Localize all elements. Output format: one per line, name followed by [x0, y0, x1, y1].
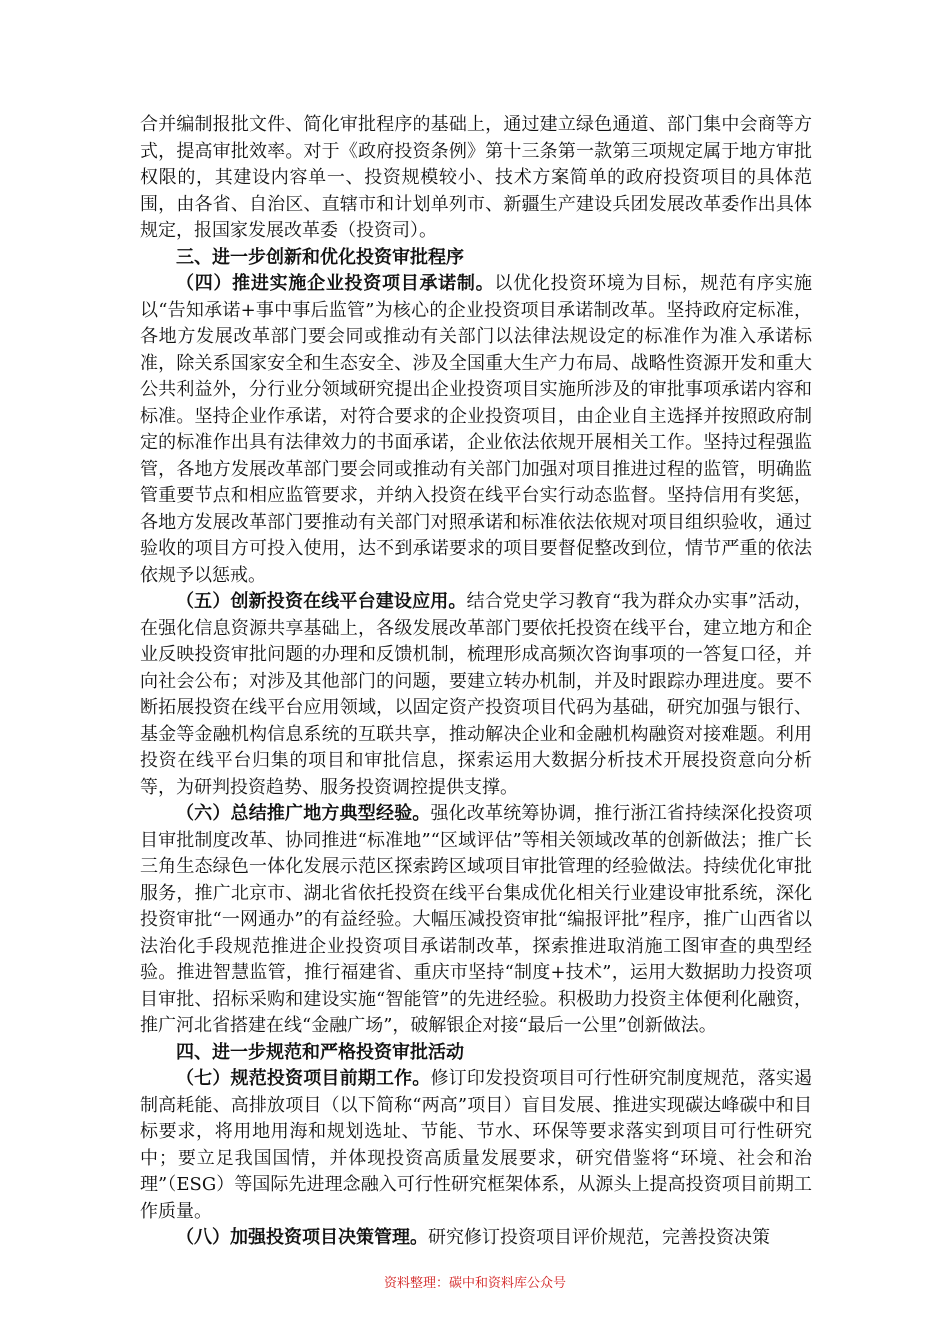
- item-4-body: 以优化投资环境为目标，规范有序实施以“告知承诺+事中事后监管”为核心的企业投资项目承诺制改革。坚持政府定标准，各地方发展改革部门要会同或推动有关部门以法律法规设定的标准作为准入承诺标准，除关系国家安全和生态安全、涉及全国重大生产力布局、战略性资源开发和重大公共利益外，分行业分领域研究提出企业投资项目实施所涉及的审批事项承诺内容和标准。坚持企业作承诺，对符合要求的企业投资项目，由企业自主选择并按照政府制定的标准作出具有法律效力的书面承诺，企业依法依规开展相关工作。坚持过程强监管，各地方发展改革部门要会同或推动有关部门加强对项目推进过程的监管，明确监管重要节点和相应监管要求，并纳入投资在线平台实行动态监督。坚持信用有奖惩，各地方发展改革部门要推动有关部门对照承诺和标准依法依规对项目组织验收，通过验收的项目方可投入使用，达不到承诺要求的项目要督促整改到位，情节严重的依法依规予以惩戒。: [140, 273, 813, 586]
- item-7-body: 修订印发投资项目可行性研究制度规范，落实遏制高耗能、高排放项目（以下简称“两高”项目）盲目发展、推进实现碳达峰碳中和目标要求，将用地用海和规划选址、节能、节水、环保等要求落实到项目可行性研究中；要立足我国国情，并体现投资高质量发展要求，研究借鉴将“环境、社会和治理”（ESG）等国际先进理念融入可行性研究框架体系，从源头上提高投资项目前期工作质量。: [140, 1068, 813, 1222]
- section-heading-3: 三、进一步创新和优化投资审批程序: [176, 246, 464, 268]
- document-body: [140, 112, 812, 1252]
- paragraph-item-6: [140, 801, 812, 1040]
- footer-source-note: 资料整理：碳中和资料库公众号: [383, 1276, 566, 1291]
- paragraph-item-4: [140, 271, 812, 589]
- item-6-lead: （六）总结推广地方典型经验。: [176, 803, 431, 824]
- paragraph-item-8: [140, 1225, 812, 1252]
- paragraph-item-7: [140, 1066, 812, 1225]
- item-8-lead: （八）加强投资项目决策管理。: [176, 1227, 428, 1248]
- item-7-lead: （七）规范投资项目前期工作。: [176, 1068, 431, 1089]
- item-5-lead: （五）创新投资在线平台建设应用。: [176, 591, 467, 612]
- section-heading-4: 四、进一步规范和严格投资审批活动: [176, 1041, 464, 1063]
- item-8-body: 研究修订投资项目评价规范，完善投资决策: [428, 1227, 770, 1248]
- paragraph-intro: 合并编制报批文件、简化审批程序的基础上，通过建立绿色通道、部门集中会商等方式，提高审批效率。对于《政府投资条例》第十三条第一款第三项规定属于地方审批权限的，其建设内容单一、投资规模较小、技术方案简单的政府投资项目的具体范围，由各省、自治区、直辖市和计划单列市、新疆生产建设兵团发展改革委作出具体规定，报国家发展改革委（投资司）。: [140, 114, 812, 241]
- item-5-body: 结合党史学习教育“我为群众办实事”活动，在强化信息资源共享基础上，各级发展改革部门要依托投资在线平台，建立地方和企业反映投资审批问题的办理和反馈机制，梳理形成高频次咨询事项的一答复口径，并向社会公布；对涉及其他部门的问题，要建立转办机制，并及时跟踪办理进度。要不断拓展投资在线平台应用领域，以固定资产投资项目代码为基础，研究加强与银行、基金等金融机构信息系统的互联共享，推动解决企业和金融机构融资对接难题。利用投资在线平台归集的项目和审批信息，探索运用大数据分析技术开展投资意向分析等，为研判投资趋势、服务投资调控提供支撑。: [140, 591, 813, 798]
- item-6-body: 强化改革统筹协调，推行浙江省持续深化投资项目审批制度改革、协同推进“标准地”“区域评估”等相关领域改革的创新做法；推广长三角生态绿色一体化发展示范区探索跨区域项目审批管理的经验做法。持续优化审批服务，推广北京市、湖北省依托投资在线平台集成优化相关行业建设审批系统，深化投资审批“一网通办”的有益经验。大幅压减投资审批“编报评批”程序，推广山西省以法治化手段规范推进企业投资项目承诺制改革，探索推进取消施工图审查的典型经验。推进智慧监管，推行福建省、重庆市坚持“制度+技术”，运用大数据助力投资项目审批、招标采购和建设实施“智能管”的先进经验。积极助力投资主体便利化融资，推广河北省搭建在线“金融广场”，破解银企对接“最后一公里”创新做法。: [140, 803, 813, 1036]
- item-4-lead: （四）推进实施企业投资项目承诺制。: [176, 273, 495, 294]
- paragraph-item-5: [140, 589, 812, 801]
